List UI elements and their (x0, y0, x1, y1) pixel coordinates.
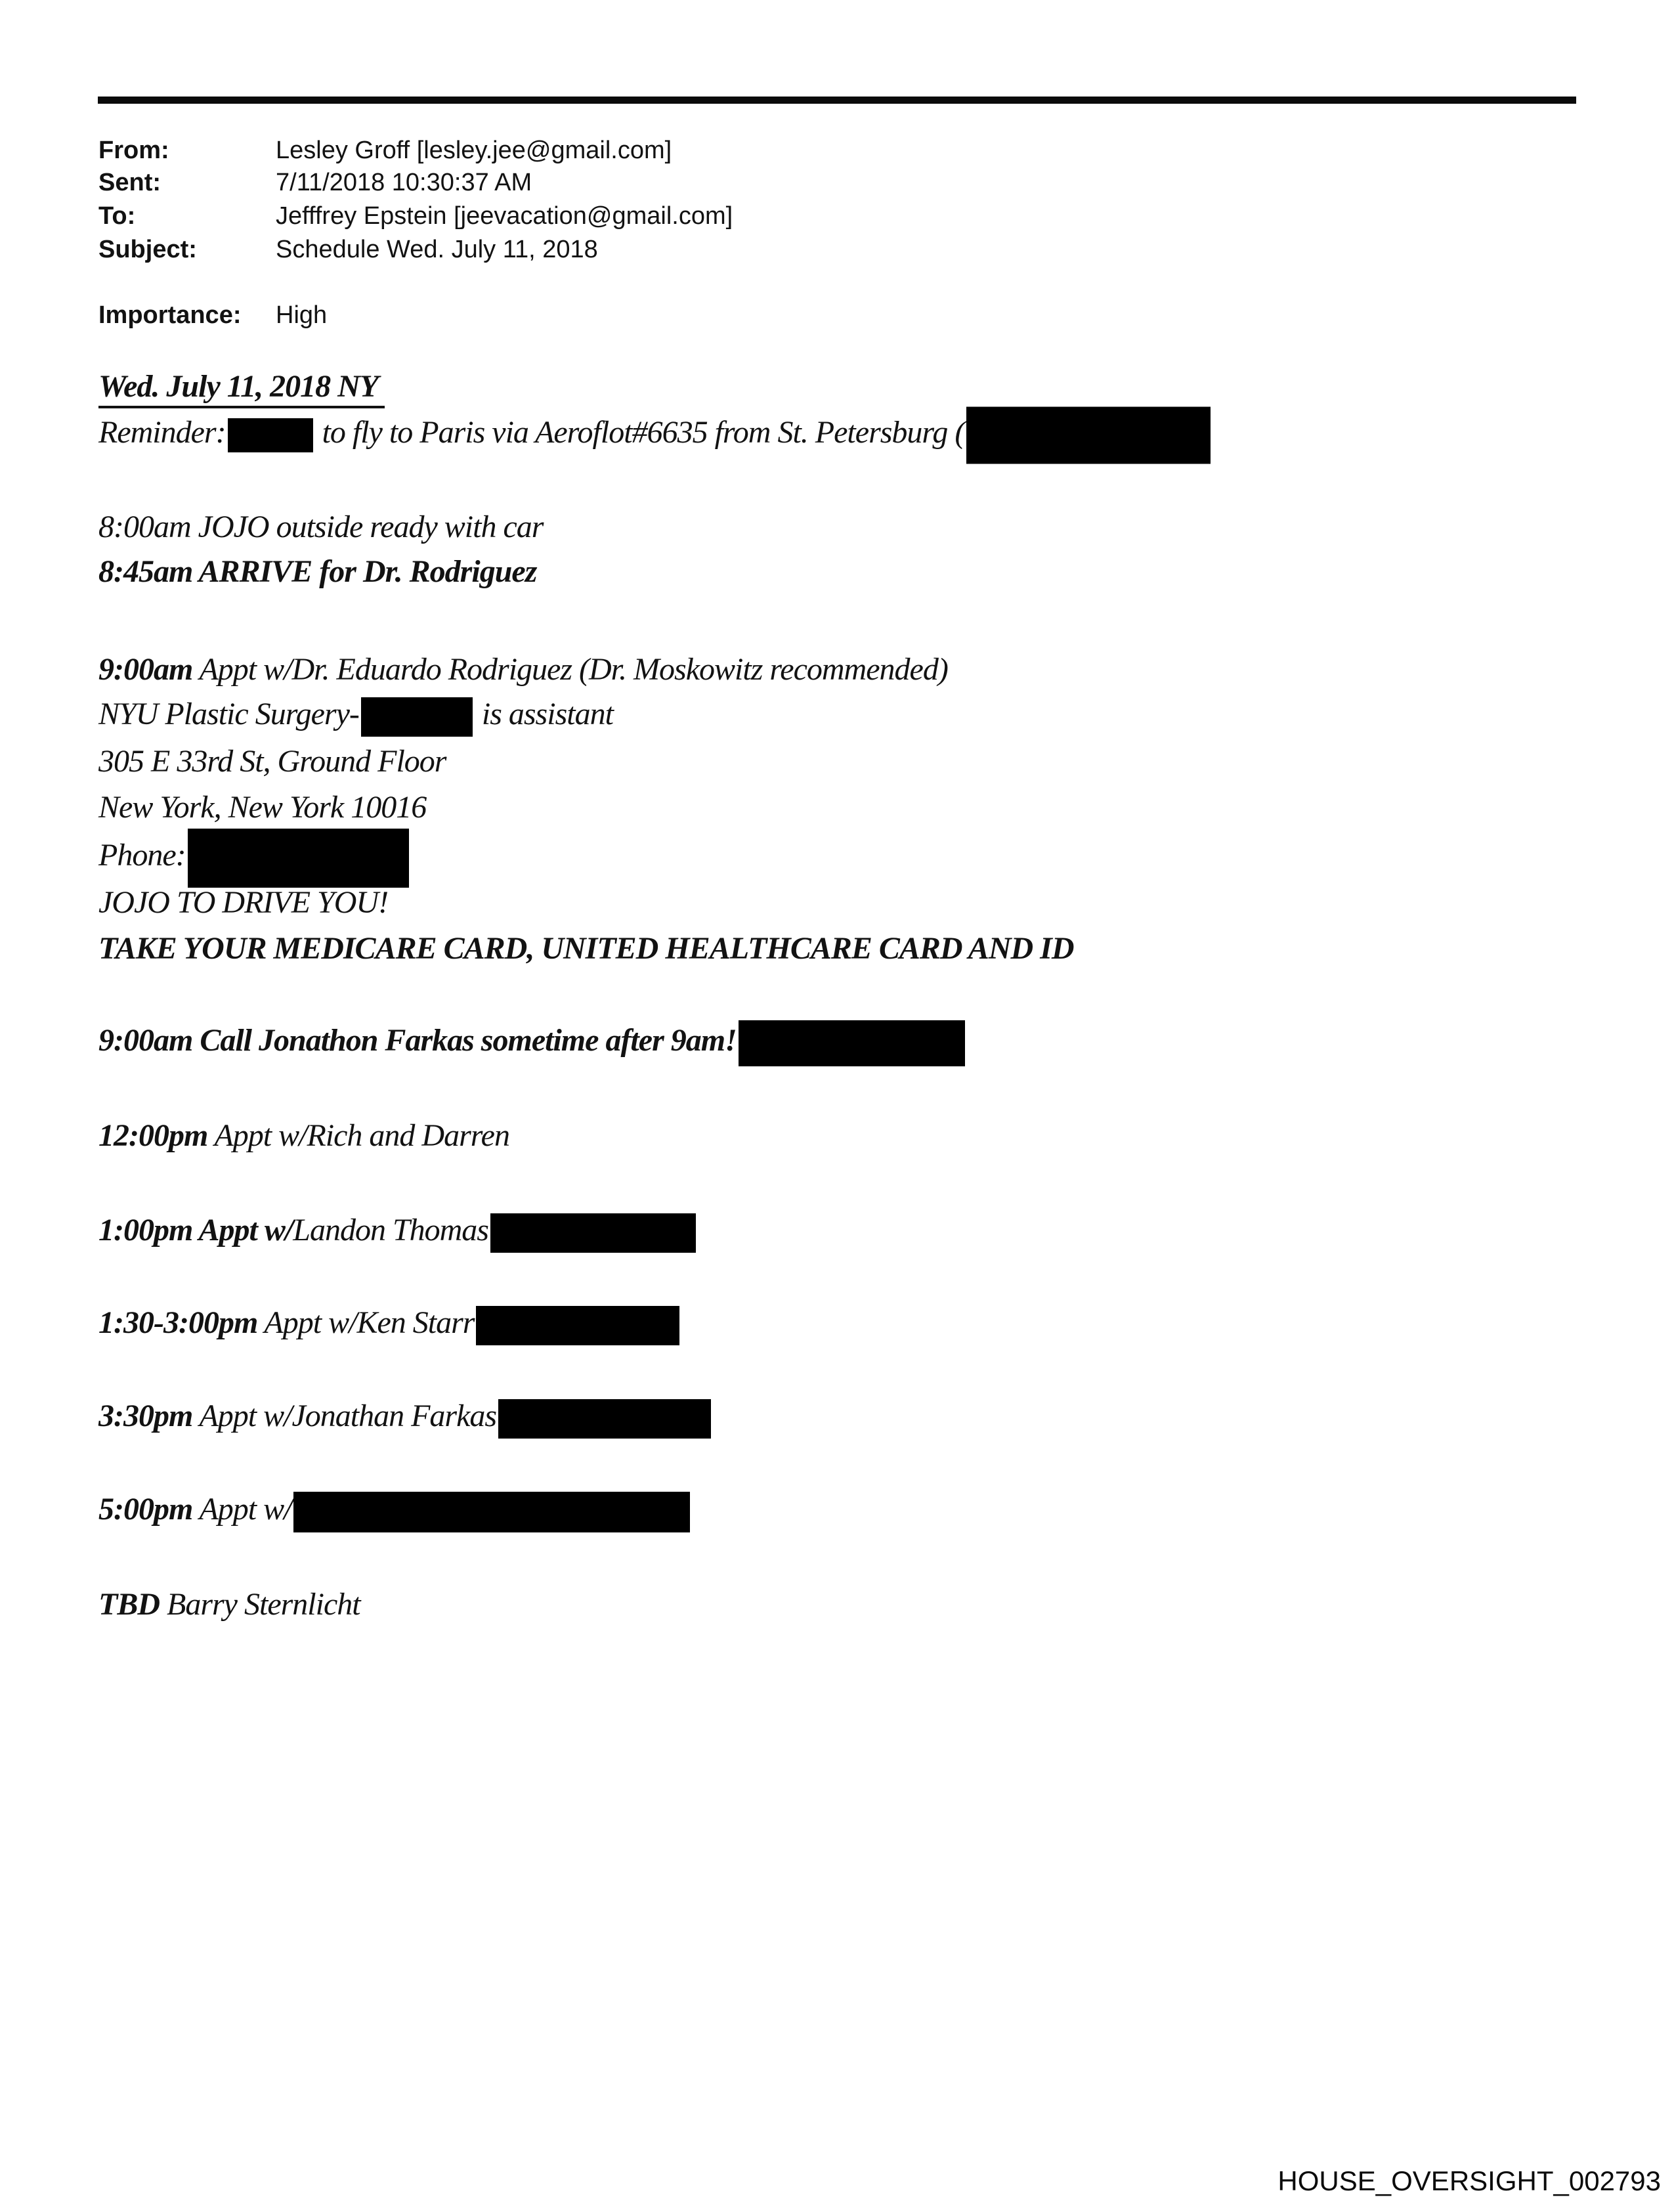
redaction-box (966, 406, 1211, 464)
appt-text: Appt w/ (192, 1492, 292, 1527)
redaction-box (228, 418, 313, 452)
header-divider-rule (98, 97, 1576, 104)
time-label: 3:30pm (98, 1399, 193, 1433)
header-row-sent (98, 166, 532, 199)
redaction-box (293, 1492, 690, 1532)
reminder-line (98, 409, 1213, 456)
appt-text: Appt w/Jonathan Farkas (192, 1399, 497, 1433)
schedule-line-845am: 8:45am ARRIVE for Dr. Rodriguez (98, 554, 537, 589)
appt-text: Appt w/Rich and Darren (207, 1118, 509, 1153)
time-label: 12:00pm (98, 1118, 208, 1153)
sent-value: 7/11/2018 10:30:37 AM (276, 169, 532, 196)
header-row-subject (98, 233, 598, 266)
schedule-line-900am-appt (98, 646, 948, 693)
address-line-1: 305 E 33rd St, Ground Floor (98, 744, 446, 779)
schedule-line-900am-call (98, 1017, 967, 1064)
medicare-line: TAKE YOUR MEDICARE CARD, UNITED HEALTHCARE CARD AND ID (98, 931, 1074, 966)
appt-text: Appt w/Dr. Eduardo Rodriguez (Dr. Moskowitz recommended) (192, 652, 948, 687)
header-row-importance (98, 299, 327, 332)
header-row-to (98, 200, 733, 232)
redaction-box (498, 1399, 711, 1439)
redaction-box (490, 1213, 696, 1253)
reminder-prefix: Reminder: (98, 415, 226, 450)
nyu-line (98, 691, 613, 738)
nyu-text-post: is assistant (474, 697, 613, 731)
appt-text: Appt w/Ken Starr (257, 1305, 475, 1340)
nyu-text-pre: NYU Plastic Surgery- (98, 697, 359, 731)
tbd-line (98, 1581, 360, 1628)
sent-label: Sent: (98, 169, 161, 196)
date-heading (98, 363, 385, 410)
redaction-box (476, 1306, 679, 1345)
call-text: 9:00am Call Jonathon Farkas sometime after 9am! (98, 1023, 737, 1058)
appt-text: Landon Thomas (293, 1213, 488, 1247)
schedule-line-330pm (98, 1393, 713, 1440)
redaction-box (361, 697, 473, 737)
importance-value: High (276, 301, 328, 329)
subject-value: Schedule Wed. July 11, 2018 (276, 236, 598, 263)
header-row-from (98, 134, 672, 167)
tbd-text: Barry Sternlicht (160, 1587, 360, 1622)
schedule-line-130pm (98, 1299, 681, 1347)
bates-stamp: HOUSE_OVERSIGHT_002793 (1277, 2165, 1661, 2196)
to-label: To: (98, 202, 136, 230)
importance-label: Importance: (98, 301, 242, 329)
jojo-drive-line: JOJO TO DRIVE YOU! (98, 885, 389, 920)
from-value: Lesley Groff [lesley.jee@gmail.com] (276, 137, 672, 164)
phone-label: Phone: (98, 838, 186, 873)
time-label: 1:30-3:00pm (98, 1305, 258, 1340)
schedule-line-500pm (98, 1486, 692, 1533)
address-line-2: New York, New York 10016 (98, 790, 427, 825)
schedule-line-1200pm (98, 1112, 509, 1160)
redaction-box (739, 1020, 965, 1066)
time-label: 1:00pm Appt w/ (98, 1213, 293, 1247)
schedule-line-100pm (98, 1207, 698, 1254)
date-heading-text: Wed. July 11, 2018 NY (98, 369, 385, 408)
time-label: 9:00am (98, 652, 193, 687)
from-label: From: (98, 137, 169, 164)
to-value: Jefffrey Epstein [jeevacation@gmail.com] (276, 202, 733, 230)
tbd-label: TBD (98, 1587, 160, 1622)
schedule-line-800am: 8:00am JOJO outside ready with car (98, 510, 544, 544)
time-label: 5:00pm (98, 1492, 193, 1527)
phone-line (98, 832, 411, 879)
subject-label: Subject: (98, 236, 197, 263)
reminder-text: to fly to Paris via Aeroflot#6635 from St. Petersburg ( (314, 415, 965, 450)
